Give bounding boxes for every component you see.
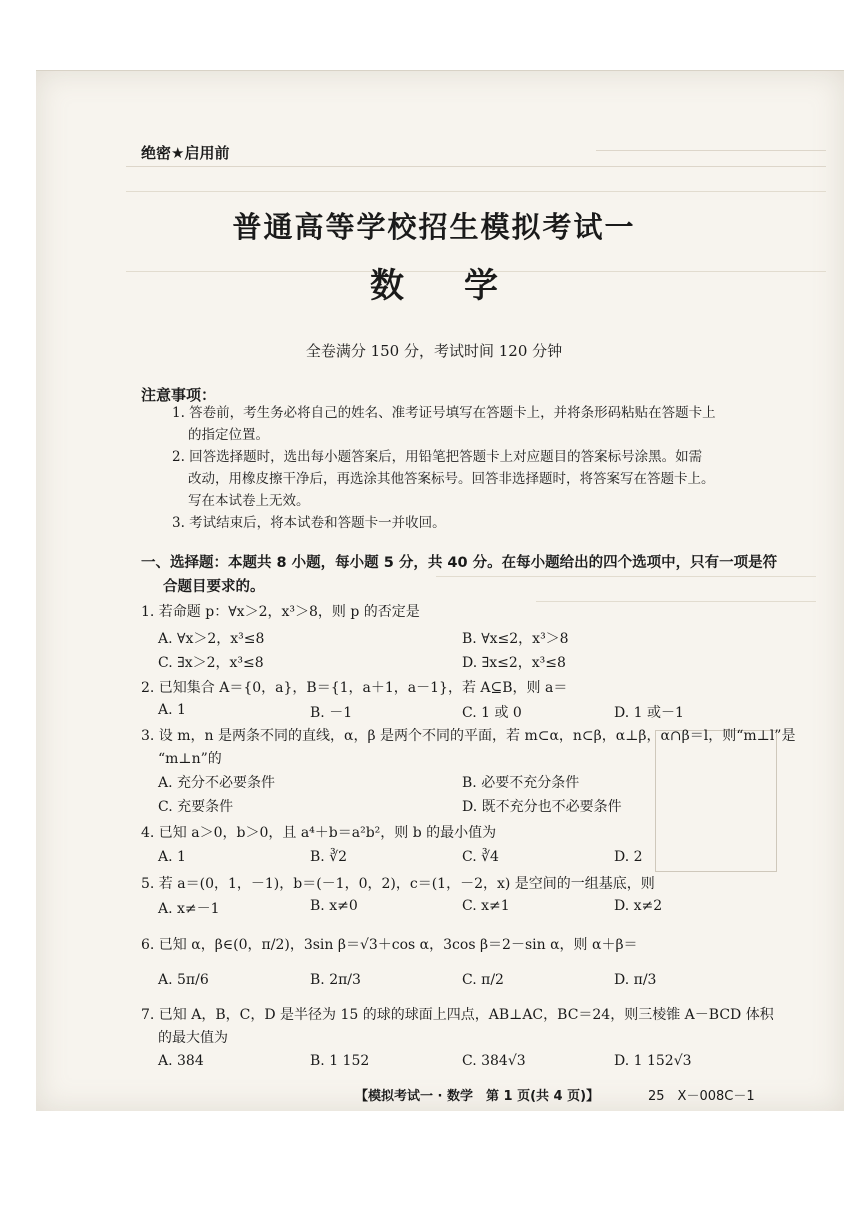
question-2-option-a: A. 1 — [158, 702, 186, 718]
question-4-option-a: A. 1 — [158, 849, 186, 865]
question-4-stem: 4. 已知 a＞0，b＞0，且 a⁴＋b＝a²b²，则 b 的最小值为 — [141, 825, 497, 841]
question-7-option-b: B. 1 152 — [310, 1053, 370, 1069]
faint-cube-diagram — [655, 730, 777, 872]
question-6-option-c: C. π/2 — [462, 972, 504, 988]
question-2-option-b: B. －1 — [310, 705, 353, 721]
question-1-option-d: D. ∃x≤2，x³≤8 — [462, 655, 566, 671]
question-2-stem: 2. 已知集合 A＝{0，a}，B＝{1，a＋1，a－1}，若 A⊆B，则 a＝ — [141, 680, 568, 696]
question-5-option-a: A. x≠－1 — [158, 901, 220, 917]
note-line: 改动，用橡皮擦干净后，再选涂其他答案标号。回答非选择题时，将答案写在答题卡上。 — [188, 471, 715, 487]
note-line: 3. 考试结束后，将本试卷和答题卡一并收回。 — [172, 515, 446, 531]
section-heading-cont: 合题目要求的。 — [163, 579, 265, 595]
question-5-option-b: B. x≠0 — [310, 898, 358, 914]
question-7-option-c: C. 384√3 — [462, 1053, 526, 1069]
question-2-option-d: D. 1 或－1 — [614, 705, 684, 721]
question-1-option-b: B. ∀x≤2，x³＞8 — [462, 631, 569, 647]
question-7-option-a: A. 384 — [158, 1053, 204, 1069]
question-1-option-c: C. ∃x＞2，x³≤8 — [158, 655, 264, 671]
question-4-option-c: C. ∛4 — [462, 849, 499, 865]
question-3-option-c: C. 充要条件 — [158, 799, 234, 815]
question-1-option-a: A. ∀x＞2，x³≤8 — [158, 631, 265, 647]
note-line: 2. 回答选择题时，选出每小题答案后，用铅笔把答题卡上对应题目的答案标号涂黑。如需 — [172, 449, 703, 465]
exam-title: 普通高等学校招生模拟考试一 — [232, 210, 636, 244]
question-3-option-d: D. 既不充分也不必要条件 — [462, 799, 622, 815]
question-7-option-d: D. 1 152√3 — [614, 1053, 692, 1069]
question-6-option-b: B. 2π/3 — [310, 972, 361, 988]
question-3-stem-cont: “m⊥n”的 — [158, 751, 222, 767]
question-6-option-d: D. π/3 — [614, 972, 657, 988]
note-line: 写在本试卷上无效。 — [188, 493, 310, 509]
confidential-label: 绝密★启用前 — [141, 144, 230, 162]
question-4-option-d: D. 2 — [614, 849, 643, 865]
section-heading: 一、选择题：本题共 8 小题，每小题 5 分，共 40 分。在每小题给出的四个选项中，只有一项是符 — [141, 555, 778, 571]
question-5-option-c: C. x≠1 — [462, 898, 510, 914]
question-2-option-c: C. 1 或 0 — [462, 705, 522, 721]
question-6-option-a: A. 5π/6 — [158, 972, 209, 988]
notes-heading: 注意事项： — [141, 386, 217, 404]
note-line: 1. 答卷前，考生务必将自己的姓名、准考证号填写在答题卡上，并将条形码粘贴在答题卡上 — [172, 405, 716, 421]
question-5-stem: 5. 若 a＝(0，1，－1)，b＝(－1，0，2)，c＝(1，－2，x) 是空间的一组基底，则 — [141, 876, 655, 892]
question-7-stem: 7. 已知 A，B，C，D 是半径为 15 的球的球面上四点，AB⊥AC，BC＝24，则三棱锥 A－BCD 体积 — [141, 1007, 774, 1023]
question-3-stem: 3. 设 m，n 是两条不同的直线，α，β 是两个不同的平面，若 m⊂α，n⊂β，α⊥β，α∩β＝l，则“m⊥l”是 — [141, 728, 796, 744]
question-5-option-d: D. x≠2 — [614, 898, 663, 914]
exam-code: 25 X－008C－1 — [648, 1089, 755, 1104]
question-1-stem: 1. 若命题 p：∀x＞2，x³＞8，则 p 的否定是 — [141, 604, 420, 620]
question-3-option-a: A. 充分不必要条件 — [158, 775, 276, 791]
page-footer-label: 【模拟考试一 · 数学 第 1 页(共 4 页)】 — [355, 1089, 600, 1104]
question-6-stem: 6. 已知 α，β∈(0，π/2)，3sin β＝√3＋cos α，3cos β＝2－sin α，则 α＋β＝ — [141, 937, 638, 953]
question-4-option-b: B. ∛2 — [310, 849, 348, 865]
note-line: 的指定位置。 — [188, 427, 269, 443]
question-3-option-b: B. 必要不充分条件 — [462, 775, 580, 791]
subject-title: 数学 — [370, 266, 558, 306]
score-time-line: 全卷满分 150 分，考试时间 120 分钟 — [305, 342, 563, 360]
question-7-stem-cont: 的最大值为 — [158, 1030, 228, 1046]
